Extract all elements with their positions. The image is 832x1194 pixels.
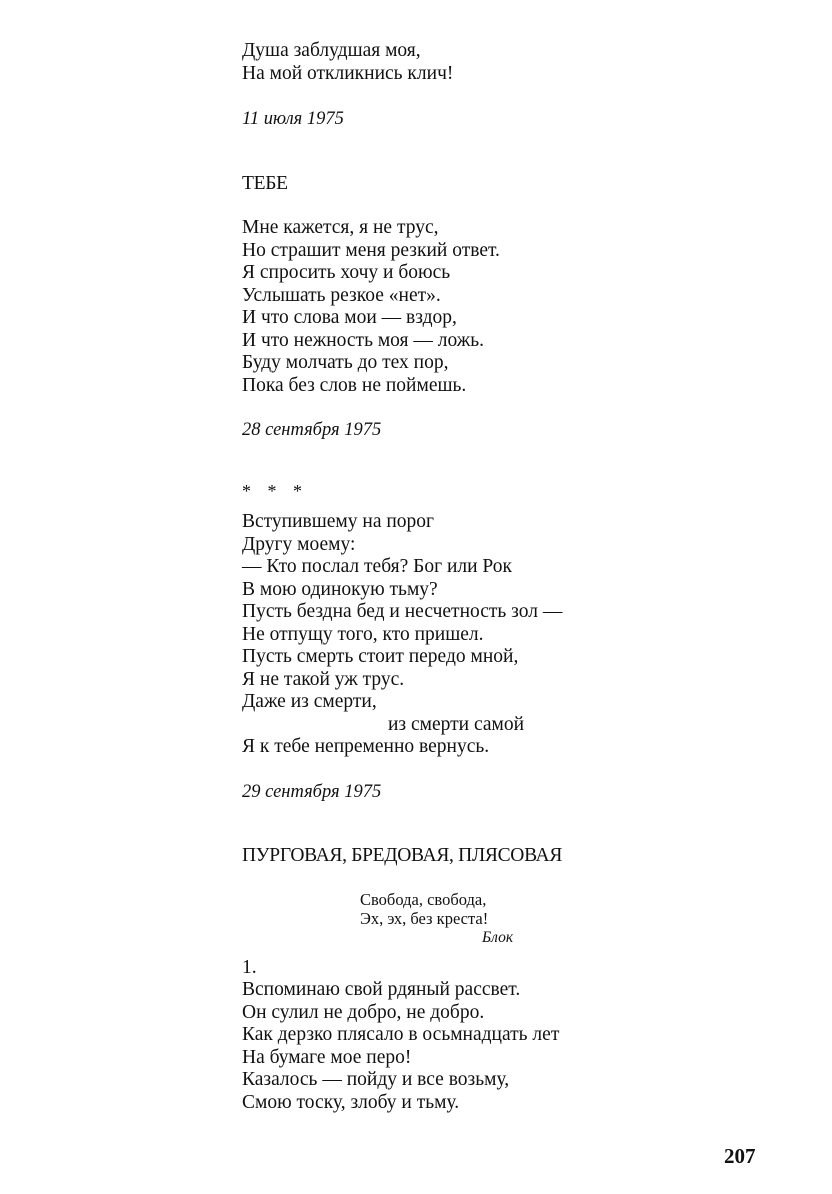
poem-line: В мою одинокую тьму? <box>242 578 438 600</box>
poem-line: Душа заблудшая моя, <box>242 40 421 61</box>
poem-stanza <box>242 511 782 759</box>
page-number: 207 <box>724 1144 756 1168</box>
poem-line: На мой откликнись клич! <box>242 62 454 84</box>
poem-line: Буду молчать до тех пор, <box>242 352 449 373</box>
poem-title: ПУРГОВАЯ, БРЕДОВАЯ, ПЛЯСОВАЯ <box>242 844 563 866</box>
poem-line: из смерти самой <box>388 713 525 735</box>
poem-line: На бумаге мое перо! <box>242 1046 412 1068</box>
epigraph-author: Блок <box>482 929 514 946</box>
poem-line: Казалось — пойду и все возьму, <box>242 1069 510 1090</box>
poem-line: Мне кажется, я не трус, <box>242 217 439 238</box>
epigraph-line: Эх, эх, без креста! <box>360 909 489 928</box>
poem-line: И что нежность моя — ложь. <box>242 329 485 351</box>
poem-stanza <box>242 979 782 1114</box>
poem-line: Но страшит меня резкий ответ. <box>242 239 500 261</box>
poem-line: Вступившему на порог <box>242 511 435 532</box>
poem-title: * * * <box>242 481 308 501</box>
poem-line: Пусть смерть стоит передо мной, <box>242 646 519 667</box>
poem-end-stanza <box>242 40 782 85</box>
poem-line: Я к тебе непременно вернусь. <box>242 736 490 757</box>
poem-line: Даже из смерти, <box>242 691 377 712</box>
poem-date: 28 сентября 1975 <box>242 420 382 440</box>
poem-line: Я спросить хочу и боюсь <box>242 262 451 283</box>
section-number: 1. <box>242 956 257 978</box>
poem-line: Пока без слов не поймешь. <box>242 374 467 396</box>
poem-date: 11 июля 1975 <box>242 109 344 129</box>
epigraph-line: Свобода, свобода, <box>360 890 487 909</box>
poem-line: Пусть бездна бед и несчетность зол — <box>242 601 563 622</box>
poem-line: Он сулил не добро, не добро. <box>242 1001 485 1023</box>
poem-line: — Кто послал тебя? Бог или Рок <box>242 556 513 577</box>
poem-line: Смою тоску, злобу и тьму. <box>242 1091 460 1113</box>
poem-line: Я не такой уж трус. <box>242 668 405 690</box>
poem-line: И что слова мои — вздор, <box>242 307 457 328</box>
page-content <box>242 40 782 1114</box>
poem-line: Вспоминаю свой рдяный рассвет. <box>242 979 521 1000</box>
poem-date: 29 сентября 1975 <box>242 781 382 802</box>
poem-line: Как дерзко плясало в осьмнадцать лет <box>242 1024 560 1045</box>
epigraph <box>360 890 620 947</box>
poem-line: Другу моему: <box>242 533 356 555</box>
poem-line: Услышать резкое «нет». <box>242 284 441 306</box>
poem-stanza <box>242 217 782 397</box>
poem-line: Не отпущу того, кто пришел. <box>242 623 484 645</box>
poem-title: ТЕБЕ <box>242 173 288 194</box>
